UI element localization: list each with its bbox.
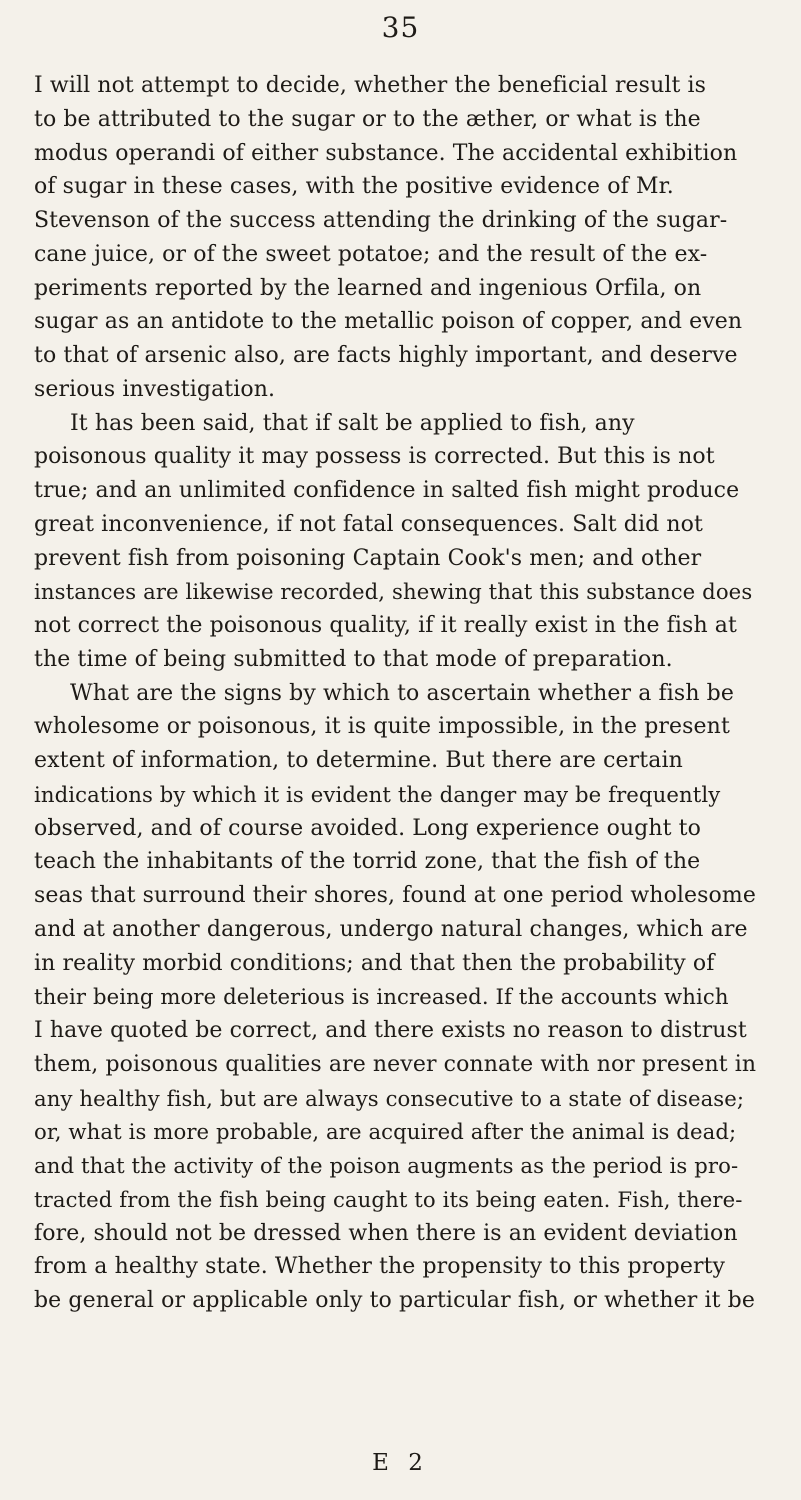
text-line: teach the inhabitants of the torrid zone, that the fish of the xyxy=(34,849,701,875)
text-line: great inconvenience, if not fatal consequences. Salt did not xyxy=(34,511,703,537)
text-line: not correct the poisonous quality, if it really exist in the fish at xyxy=(34,613,737,638)
text-line: to be attributed to the sugar or to the æther, or what is the xyxy=(34,106,701,132)
page-number: 35 xyxy=(381,11,420,44)
text-line: indications by which it is evident the danger may be frequently xyxy=(34,781,721,807)
text-line: Stevenson of the success attending the drinking of the sugar- xyxy=(34,208,728,233)
text-line: tracted from the fish being caught to its being eaten. Fish, there- xyxy=(34,1186,743,1212)
text-line: to that of arsenic also, are facts highly important, and deserve xyxy=(34,343,738,368)
text-line: any healthy fish, but are always consecutive to a state of disease; xyxy=(34,1085,745,1111)
text-line: cane juice, or of the sweet potatoe; and the result of the ex- xyxy=(34,241,708,267)
text-line: observed, and of course avoided. Long experience ought to xyxy=(34,815,701,841)
text-line: sugar as an antidote to the metallic poison of copper, and even xyxy=(34,309,743,335)
text-line: be general or applicable only to particular fish, or whether it be xyxy=(34,1288,755,1313)
signature-mark: E 2 xyxy=(372,1450,429,1476)
text-line: serious investigation. xyxy=(34,376,276,402)
text-line: I have quoted be correct, and there exists no reason to distrust xyxy=(34,1018,747,1043)
text-line: I will not attempt to decide, whether the beneficial result is xyxy=(34,73,707,98)
text-line: prevent fish from poisoning Captain Cook's men; and other xyxy=(34,545,702,571)
text-line: instances are likewise recorded, shewing that this substance does xyxy=(34,579,753,605)
text-line: wholesome or poisonous, it is quite impossible, in the present xyxy=(34,714,730,740)
text-line: periments reported by the learned and ingenious Orfila, on xyxy=(34,275,702,301)
text-line: from a healthy state. Whether the propensity to this property xyxy=(34,1254,726,1280)
text-line: What are the signs by which to ascertain whether a fish be xyxy=(70,680,734,706)
text-line: them, poisonous qualities are never connate with nor present in xyxy=(34,1051,757,1077)
text-line: and that the activity of the poison augments as the period is pro- xyxy=(34,1153,739,1178)
text-line: seas that surround their shores, found at one period wholesome xyxy=(34,883,756,908)
text-line: poisonous quality it may possess is corrected. But this is not xyxy=(34,444,715,470)
text-line: in reality morbid conditions; and that then the probability of xyxy=(34,950,715,976)
text-line: or, what is more probable, are acquired after the animal is dead; xyxy=(34,1119,737,1145)
text-line: and at another dangerous, undergo natural changes, which are xyxy=(34,916,748,942)
text-line: the time of being submitted to that mode of preparation. xyxy=(34,646,673,672)
body-text xyxy=(34,69,778,1318)
text-line: their being more deleterious is increased. If the accounts which xyxy=(34,984,729,1010)
text-line: of sugar in these cases, with the positive evidence of Mr. xyxy=(34,174,674,200)
text-line: extent of information, to determine. But there are certain xyxy=(34,748,683,773)
text-line: modus operandi of either substance. The accidental exhibition xyxy=(34,140,738,166)
text-line: true; and an unlimited confidence in salted fish might produce xyxy=(34,478,740,503)
text-line: It has been said, that if salt be applied to fish, any xyxy=(70,410,635,436)
text-line: fore, should not be dressed when there is an evident deviation xyxy=(34,1220,738,1246)
